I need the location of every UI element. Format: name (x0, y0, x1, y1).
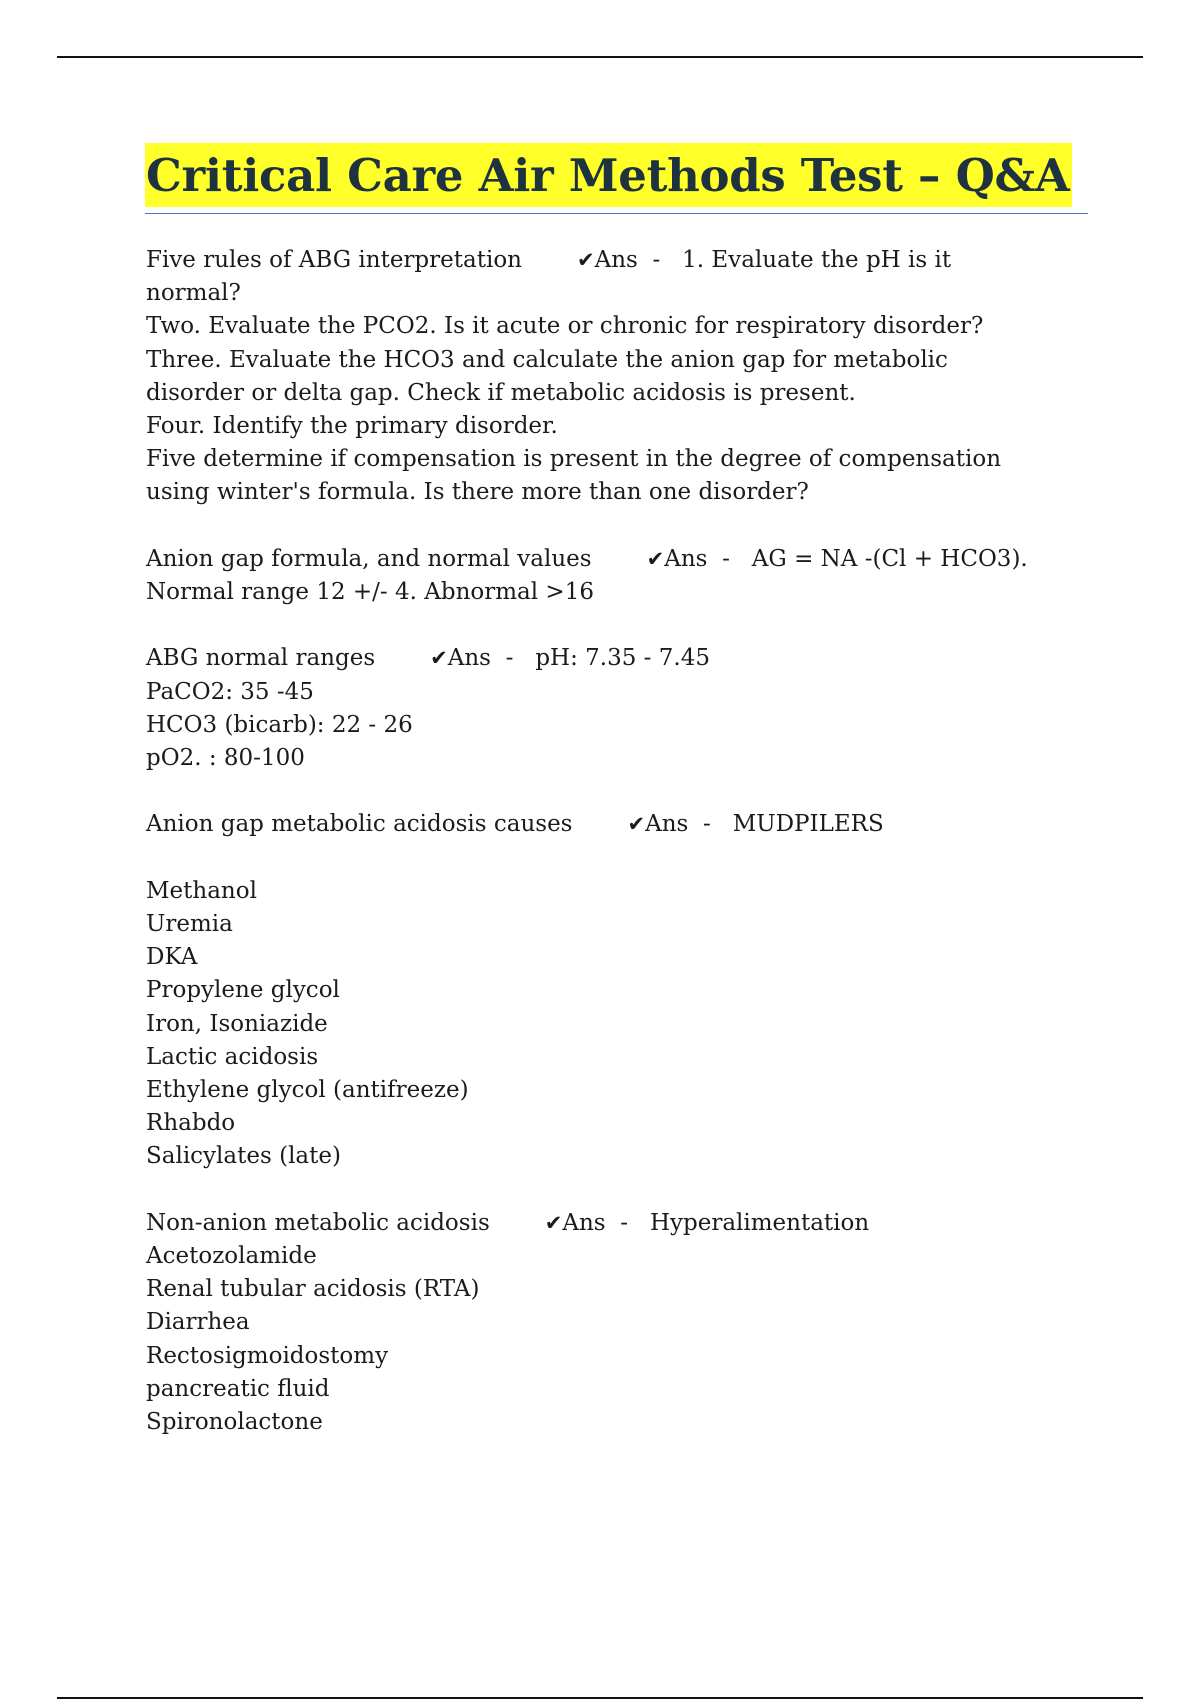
answer-line: Normal range 12 +/- 4. Abnormal >16 (146, 579, 594, 606)
qa-first-line (146, 642, 1076, 675)
check-icon: ✔ (544, 1210, 563, 1235)
header-rule (57, 56, 1143, 58)
answer-line: using winter's formula. Is there more than one disorder? (146, 479, 809, 506)
check-icon: ✔ (627, 812, 646, 837)
answer-line: pancreatic fluid (146, 1375, 330, 1402)
question-text: Five rules of ABG interpretation (146, 247, 522, 273)
answer-text: AG = NA -(Cl + HCO3). (751, 545, 1028, 572)
check-icon: ✔ (430, 646, 448, 671)
answer-line: Four. Identify the primary disorder. (146, 413, 558, 440)
title-block (145, 143, 1088, 214)
qa-first-line (146, 1207, 1076, 1240)
answer-line: Renal tubular acidosis (RTA) (146, 1276, 480, 1303)
question-text: ABG normal ranges (146, 645, 376, 672)
question-text: Anion gap formula, and normal values (146, 545, 592, 572)
qa-item (146, 244, 1076, 510)
footer-rule (57, 1697, 1143, 1699)
answer-label: ✔Ans - (544, 1209, 628, 1236)
qa-first-line (146, 808, 1076, 841)
answer-label: ✔Ans - (646, 545, 730, 572)
answer-line: disorder or delta gap. Check if metabolic acidosis is present. (146, 379, 856, 406)
answer-line: Spironolactone (146, 1409, 323, 1436)
answer-line: Lactic acidosis (146, 1043, 319, 1070)
answer-line (146, 842, 1076, 875)
answer-label: ✔Ans - (576, 247, 661, 273)
question-text: Anion gap metabolic acidosis causes (146, 811, 573, 838)
qa-item (146, 808, 1076, 1173)
answer-line: Methanol (146, 877, 257, 904)
answer-line: Three. Evaluate the HCO3 and calculate the anion gap for metabolic (146, 346, 948, 373)
answer-text: pH: 7.35 - 7.45 (535, 645, 710, 672)
answer-line: Rhabdo (146, 1110, 236, 1137)
qa-item (146, 543, 1076, 609)
answer-line: Propylene glycol (146, 977, 340, 1004)
check-icon: ✔ (576, 248, 595, 272)
answer-label: ✔Ans - (627, 811, 711, 838)
answer-line: Salicylates (late) (146, 1143, 341, 1170)
answer-text: MUDPILERS (732, 811, 884, 838)
answer-line: Rectosigmoidostomy (146, 1342, 389, 1369)
qa-first-line (146, 244, 1076, 277)
answer-line: Two. Evaluate the PCO2. Is it acute or chronic for respiratory disorder? (146, 313, 984, 340)
answer-line: Iron, Isoniazide (146, 1010, 328, 1037)
answer-line: DKA (146, 944, 198, 971)
page-title: Critical Care Air Methods Test – Q&A (145, 143, 1072, 207)
answer-line: HCO3 (bicarb): 22 - 26 (146, 711, 413, 738)
answer-text: 1. Evaluate the pH is it (682, 247, 952, 273)
answer-line: Ethylene glycol (antifreeze) (146, 1077, 469, 1104)
answer-line: Diarrhea (146, 1309, 250, 1336)
answer-line: normal? (146, 280, 241, 307)
check-icon: ✔ (646, 546, 665, 571)
answer-line: Five determine if compensation is present in the degree of compensation (146, 446, 1002, 473)
question-text: Non-anion metabolic acidosis (146, 1209, 490, 1236)
qa-list (146, 244, 1076, 1472)
answer-line: PaCO2: 35 -45 (146, 678, 314, 705)
qa-item (146, 642, 1076, 775)
answer-line: pO2. : 80-100 (146, 745, 305, 772)
qa-first-line (146, 543, 1076, 576)
answer-line: Acetozolamide (146, 1243, 317, 1270)
answer-text: Hyperalimentation (649, 1209, 870, 1236)
answer-label: ✔Ans - (430, 645, 514, 672)
answer-line: Uremia (146, 911, 233, 938)
qa-item (146, 1207, 1076, 1439)
